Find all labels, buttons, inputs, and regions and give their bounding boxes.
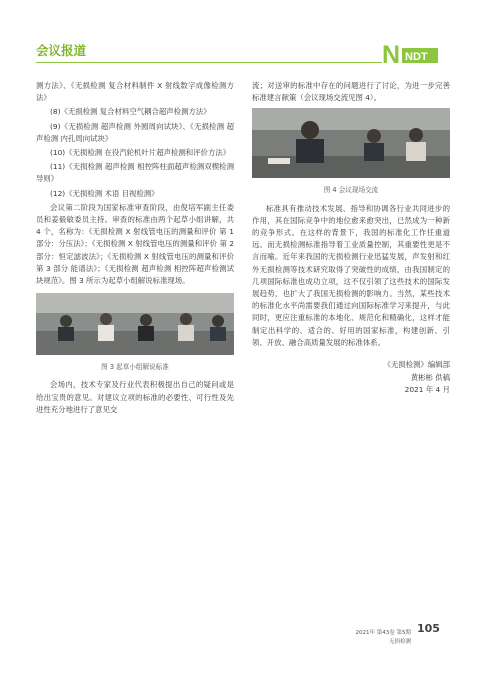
right-para-1: 流；对送审的标准中存在的问题进行了讨论，为进一步完善标准建言献策（会议现场交流见图 4）。 bbox=[252, 81, 450, 103]
footer-issue: 2021年 第43卷 第5期 bbox=[355, 630, 411, 636]
signature-date: 2021 年 4 月 bbox=[404, 385, 450, 395]
left-para-6: (12)《无损检测 术语 目视检测》 bbox=[50, 188, 159, 198]
svg-text:NDT: NDT bbox=[405, 51, 428, 63]
left-column bbox=[36, 80, 234, 418]
right-para-2: 标准具有推动技术发展、指导和协调各行业共同进步的作用，其在国际竞争中的地位愈来愈突出，已然成为一种新的竞争形式。在这样的背景下，我国的标准化工作任重道远。而无损检测标准指导着工业质量控制，其重要性更是不言而喻。近年来我国的无损检测行业迅猛发展，声发射和红外无损检测等技术研究取得了突破性的成绩，由我国制定的几项国际标准也成功立项，这不仅引领了这些技术的国际发展趋势，也扩大了我国无损检测的影响力。当然，某些技术的标准化水平尚需要我们通过向国际标准学习来提升，与此同时，更应注重标准的本地化、规范化和精确化，这样才能制定出科学的、适合的、好用的国家标准，构建创新、引领、开放、融合高质量发展的标准体系。 bbox=[252, 203, 450, 347]
figure-3-caption: 图 3 起草小组解说标准 bbox=[101, 363, 169, 372]
page-number: 105 bbox=[417, 622, 440, 635]
left-para-1: 测方法》、《无损检测 复合材料制件 X 射线数字成像检测方法》 bbox=[36, 81, 234, 103]
svg-text:N: N bbox=[382, 41, 401, 67]
figure-4-photo bbox=[252, 108, 450, 178]
left-para-5: (11)《无损检测 超声检测 相控阵柱面超声检测双楔检测导则》 bbox=[36, 162, 234, 184]
figure-3-photo bbox=[36, 293, 234, 355]
footer-magazine: 无损检测 bbox=[388, 639, 411, 645]
figure-4-caption: 图 4 会议现场交流 bbox=[323, 186, 379, 195]
right-column bbox=[252, 80, 450, 397]
left-para-8: 会场内，技术专家及行业代表积极提出自己的疑问或是给出宝贵的意见。对建议立项的标准的必要性、可行性及先进性充分地进行了意见交 bbox=[36, 380, 234, 414]
signature-author: 黄彬彬 供稿 bbox=[410, 372, 450, 382]
signature-org: 《无损检测》编辑部 bbox=[383, 360, 450, 370]
ndt-logo bbox=[382, 41, 440, 67]
left-para-4: (10)《无损检测 在役汽轮机叶片超声检测和评价方法》 bbox=[50, 148, 231, 158]
signature-block bbox=[252, 359, 450, 397]
section-title: 会议报道 bbox=[36, 43, 87, 58]
left-para-2: (8)《无损检测 复合材料空气耦合超声检测方法》 bbox=[50, 107, 211, 117]
header-divider bbox=[36, 62, 401, 63]
left-para-7: 会议第二阶段为国家标准审查阶段，由倪培军副主任委员和姜毅敏委员主持。审查的标准由两个起草小组讲解，共 4 个，名称为：《无损检测 X 射线管电压的测量和评价 第 1 部分：分压法》；《无损检测 X 射线管电压的测量和评价 第 2 部分：恒定滤波法》；《无损检测 X 射线管电压的测量和评价 第 3 部分 能谱法》；《无损检测 超声检测 相控阵超声检测试块规范》。图 3 所示为起草小组解说标准现场。 bbox=[36, 202, 234, 286]
left-para-3: (9)《无损检测 超声检测 外圆周向试块》、《无损检测 超声检测 内孔周向试块》 bbox=[36, 121, 234, 143]
